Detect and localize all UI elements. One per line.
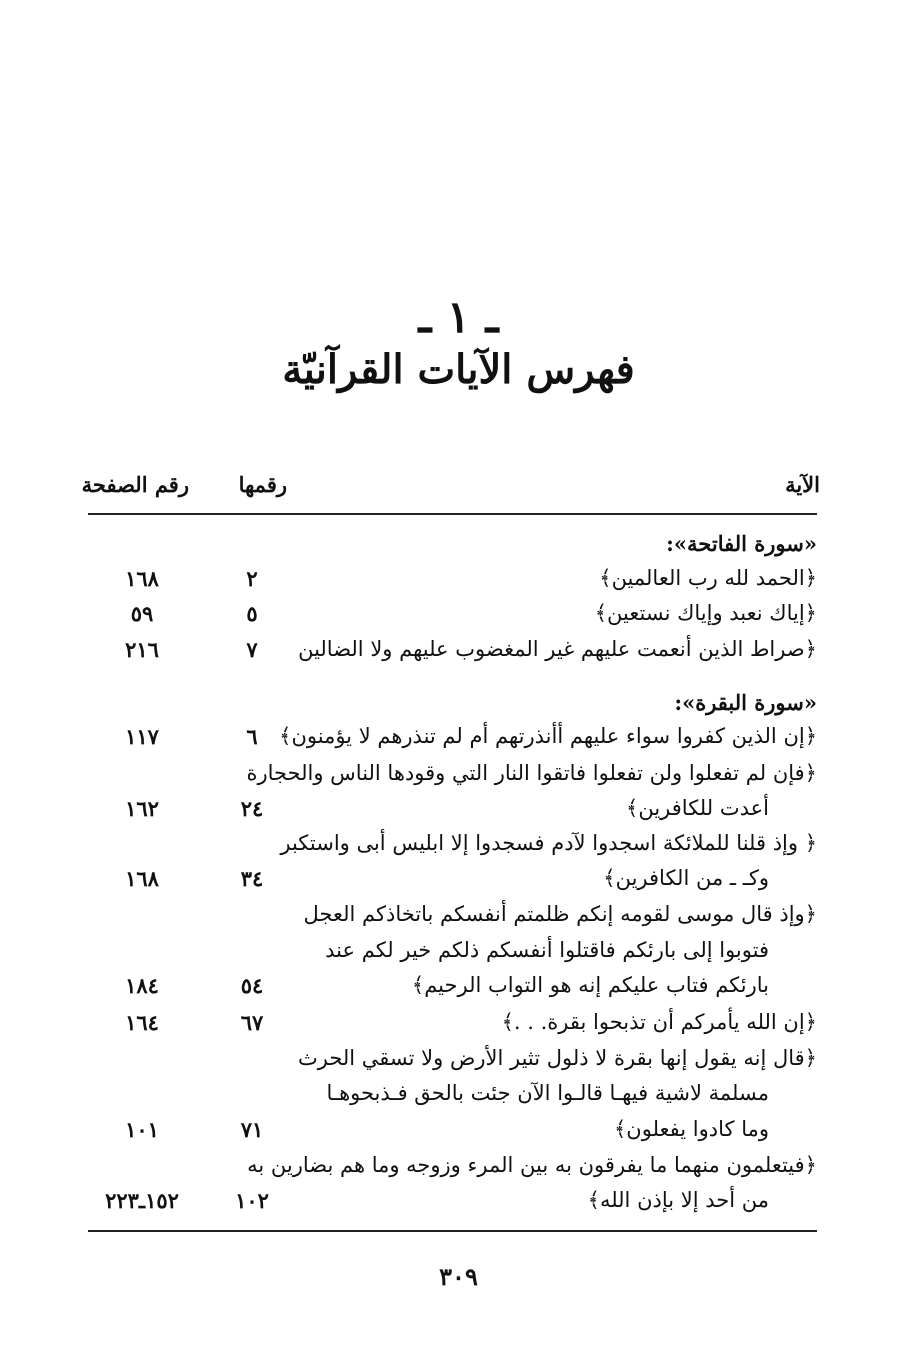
verse-text: فتوبوا إلى بارئكم فاقتلوا أنفسكم ذلكم خير لكم عند	[325, 938, 769, 962]
verse-text: ﴿قال إنه يقول إنها بقرة لا ذلول تثير الأرض ولا تسقي الحرث	[297, 1046, 817, 1070]
page-reference: ٥٩	[130, 601, 154, 626]
verse-number: ٥٤	[240, 973, 264, 998]
verse-number: ١٠٢	[235, 1188, 269, 1213]
verse-number: ٢	[246, 566, 258, 591]
page-number: ٣٠٩	[439, 1262, 478, 1291]
verse-row	[88, 1188, 817, 1224]
verse-text: ﴿وإذ قال موسى لقومه إنكم ظلمتم أنفسكم باتخاذكم العجل	[303, 902, 817, 926]
page-reference: ١٦٨	[125, 566, 159, 591]
verse-text: من أحد إلا بإذن الله﴾	[587, 1188, 769, 1212]
verse-row	[88, 902, 817, 938]
verse-row	[88, 1010, 817, 1046]
verse-number: ٢٤	[240, 796, 264, 821]
section-title: فهرس الآيات القرآنيّة	[282, 346, 635, 393]
verse-row	[88, 1153, 817, 1189]
verse-text: ﴿فيتعلمون منهما ما يفرقون به بين المرء وزوجه وما هم بضارين به	[247, 1153, 817, 1177]
verse-row	[88, 1081, 817, 1117]
verse-text: ﴿صراط الذين أنعمت عليهم غير المغضوب عليهم ولا الضالين	[298, 637, 817, 661]
verse-row	[88, 831, 817, 867]
verse-text: ﴿الحمد لله رب العالمين﴾	[599, 566, 817, 590]
verse-text: أعدت للكافرين﴾	[626, 796, 769, 820]
page-reference: ١١٧	[125, 724, 159, 749]
verse-number: ٣٤	[240, 866, 264, 891]
page-reference: ٢١٦	[125, 637, 159, 662]
verse-row	[88, 1117, 817, 1153]
verse-number: ٦٧	[240, 1010, 264, 1035]
verse-text: وما كادوا يفعلون﴾	[614, 1117, 769, 1141]
header-ayah: الآية	[785, 472, 820, 497]
page-reference: ١٦٢	[125, 796, 159, 821]
verse-number: ٦	[246, 724, 258, 749]
header-number: رقمها	[238, 472, 287, 497]
surah-heading-row	[88, 690, 817, 726]
verse-row	[88, 973, 817, 1009]
page-reference: ١٨٤	[125, 973, 159, 998]
verse-text: ﴿إن الله يأمركم أن تذبحوا بقرة. . .﴾	[501, 1010, 817, 1034]
page-reference: ١٦٨	[125, 866, 159, 891]
verse-text: وكـ ـ من الكافرين﴾	[603, 866, 769, 890]
verse-text: ﴿إياك نعبد وإياك نستعين﴾	[594, 601, 817, 625]
verse-row	[88, 796, 817, 832]
verse-number: ٥	[246, 601, 258, 626]
verse-row	[88, 566, 817, 602]
surah-name: «سورة البقرة»:	[674, 690, 817, 715]
page-reference: ١٠١	[125, 1117, 159, 1142]
verse-row	[88, 761, 817, 797]
verse-text: ﴿فإن لم تفعلوا ولن تفعلوا فاتقوا النار التي وقودها الناس والحجارة	[246, 761, 817, 785]
header-divider	[88, 513, 817, 515]
verse-row	[88, 724, 817, 760]
surah-name: «سورة الفاتحة»:	[666, 531, 817, 556]
section-number: ـ ١ ـ	[418, 292, 499, 343]
verse-row	[88, 866, 817, 902]
verse-row	[88, 601, 817, 637]
verse-row	[88, 938, 817, 974]
page-reference: ١٥٢ـ٢٢٣	[105, 1188, 179, 1213]
verse-text: مسلمة لاشية فيهـا قالـوا الآن جئت بالحق فـذبحوهـا	[326, 1081, 769, 1105]
verse-row	[88, 637, 817, 673]
verse-number: ٧١	[240, 1117, 264, 1142]
surah-heading-row	[88, 531, 817, 567]
page-reference: ١٦٤	[125, 1010, 159, 1035]
verse-text: ﴿إن الذين كفروا سواء عليهم أأنذرتهم أم لم تنذرهم لا يؤمنون﴾	[279, 724, 817, 748]
verse-text: بارئكم فتاب عليكم إنه هو التواب الرحيم﴾	[411, 973, 769, 997]
footer-divider	[88, 1230, 817, 1232]
verse-text: ﴿ وإذ قلنا للملائكة اسجدوا لآدم فسجدوا إلا ابليس أبى واستكبر	[280, 831, 817, 855]
verse-row	[88, 1046, 817, 1082]
verse-number: ٧	[246, 637, 258, 662]
header-page: رقم الصفحة	[81, 472, 189, 497]
